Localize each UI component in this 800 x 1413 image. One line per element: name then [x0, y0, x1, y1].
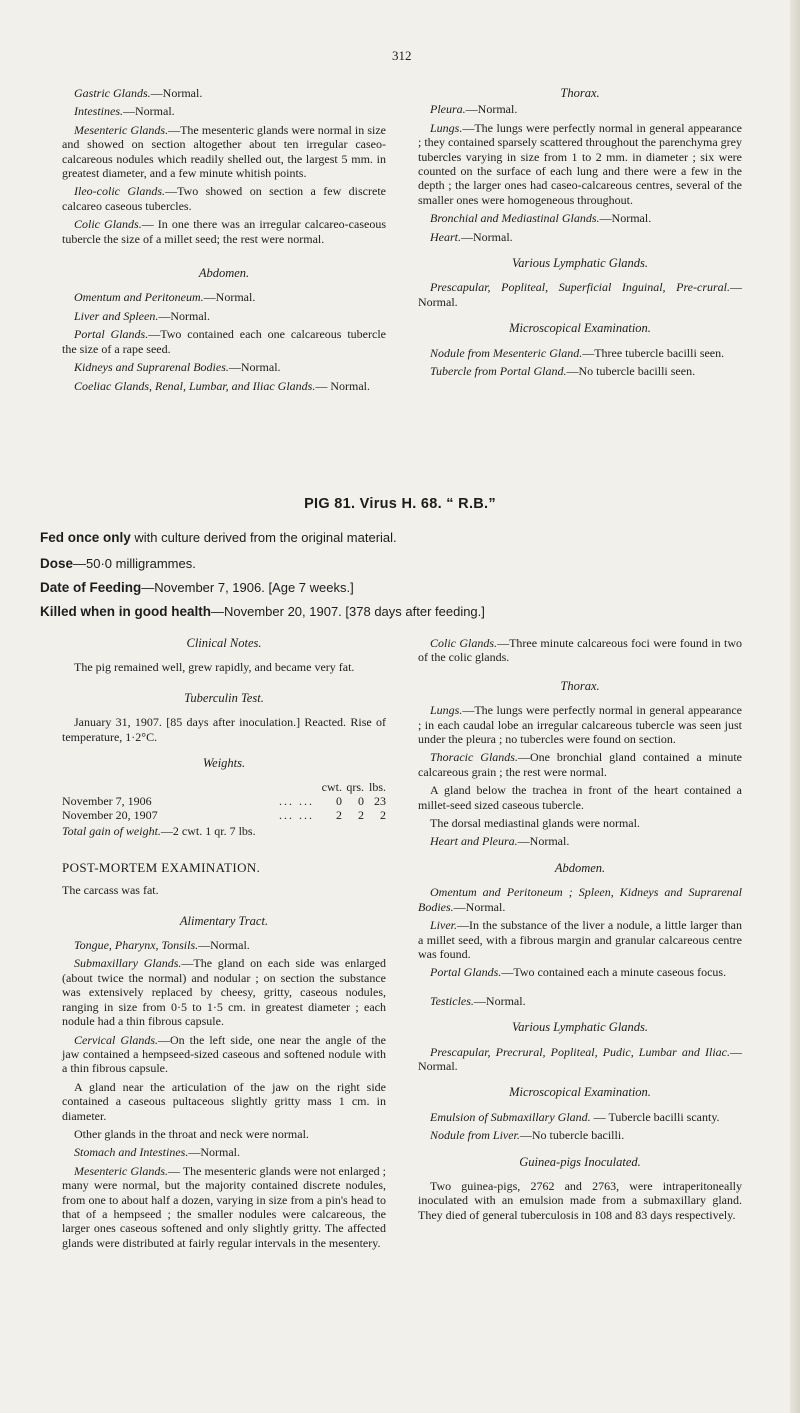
entry-text: —Normal.: [123, 104, 175, 119]
entry-heading: Nodule from Mesenteric Gland.: [430, 345, 583, 360]
entry-text: —Three tubercle bacilli seen.: [582, 345, 725, 360]
weight-qrs: 2: [358, 808, 364, 823]
entry-paragraph: [418, 834, 742, 848]
fed-text: with culture derived from the original material.: [130, 530, 397, 545]
entry-text: —Normal.: [461, 229, 513, 244]
entry-text: —Normal.: [599, 211, 652, 226]
date-text: —November 7, 1906. [Age 7 weeks.]: [141, 580, 354, 595]
entry-heading: Mesenteric Glands.: [74, 122, 169, 137]
entry-paragraph: [62, 1080, 386, 1123]
entry-heading: Lungs.: [430, 703, 463, 718]
entry-paragraph: [62, 217, 386, 246]
total-gain-text: —2 cwt. 1 qr. 7 lbs.: [160, 824, 256, 839]
fed-line: [40, 530, 760, 545]
microscopical-heading: Microscopical Examination.: [509, 321, 651, 336]
entry-text: —Normal.: [228, 360, 281, 375]
entry-paragraph: [418, 1045, 742, 1074]
entry-paragraph: [418, 750, 742, 779]
entry-heading: Intestines.: [74, 104, 123, 119]
entry-text: —The mesenteric glands were normal in size and showed on section altogether about ten irregular caseo-calcareous nodules which readily shelled out, the largest 5 mm. in greatest diameter, and a few minute whitish points.: [62, 122, 386, 181]
bottom-left-column: [62, 636, 386, 1254]
entry-text: The dorsal mediastinal glands were normal.: [430, 816, 640, 831]
entry-heading: Mesenteric Glands.: [74, 1163, 169, 1178]
entry-heading: Stomach and Intestines.: [74, 1145, 189, 1160]
entry-paragraph: [418, 965, 742, 979]
entry-paragraph: [62, 360, 386, 374]
entry-text: —In the substance of the liver a nodule, a little larger than a millet seed, with a fibrous margin and granular calcareous centre was found.: [418, 918, 742, 961]
entry-heading: Cervical Glands.: [74, 1032, 158, 1047]
weights-row: [62, 808, 386, 822]
entry-heading: Portal Glands.: [430, 965, 502, 980]
entry-text: A gland below the trachea in front of the heart contained a millet-seed sized caseous tubercle.: [418, 783, 742, 812]
tuberculin-heading: Tuberculin Test.: [184, 690, 264, 705]
guinea-text: Two guinea-pigs, 2762 and 2763, were intraperitoneally inoculated with an emulsion made from a submaxillary gland. They died of general tuberculosis in 108 and 83 days respectively.: [418, 1178, 742, 1222]
clinical-heading: Clinical Notes.: [186, 636, 262, 650]
killed-text: —November 20, 1907. [378 days after feeding.]: [211, 604, 485, 619]
entry-text: — In one there was an irregular calcareo-caseous tubercle the size of a millet seed; the rest were normal.: [62, 217, 386, 246]
entry-paragraph: [62, 379, 386, 393]
bottom-right-column: [418, 636, 742, 1226]
entry-heading: Coeliac Glands, Renal, Lumbar, and Iliac Glands.: [74, 378, 316, 393]
right-micro-heading: Microscopical Examination.: [509, 1085, 651, 1100]
right-lymph-entries: [418, 1045, 742, 1074]
entry-text: —No tubercle bacilli.: [519, 1128, 625, 1143]
testicles-head: Testicles.: [430, 993, 474, 1008]
entry-paragraph: [62, 938, 386, 952]
entry-heading: Pleura.: [430, 102, 466, 117]
killed-line: [40, 604, 760, 619]
entry-paragraph: [62, 309, 386, 323]
entry-heading: Liver and Spleen.: [74, 308, 159, 323]
clinical-text: The pig remained well, grew rapidly, and became very fat.: [74, 660, 355, 675]
colic-head: Colic Glands.: [430, 636, 498, 650]
right-abdomen-heading: Abdomen.: [554, 860, 606, 875]
date-line: [40, 580, 760, 595]
entry-paragraph: [62, 1145, 386, 1159]
entry-paragraph: [418, 918, 742, 961]
entry-heading: Heart.: [430, 229, 461, 244]
page-number: 312: [392, 48, 412, 63]
top-right-thorax-entries: [418, 102, 742, 244]
entry-heading: Kidneys and Suprarenal Bodies.: [74, 360, 229, 375]
entry-text: — Normal.: [315, 378, 370, 393]
entry-paragraph: [418, 885, 742, 914]
entry-text: —Normal.: [453, 899, 506, 914]
entry-paragraph: [62, 86, 386, 100]
entry-paragraph: [62, 290, 386, 304]
right-thorax-entries: [418, 703, 742, 849]
entry-text: —Two contained each one calcareous tubercle the size of a rape seed.: [62, 327, 386, 356]
page-edge: [790, 0, 800, 1413]
entry-heading: Ileo-colic Glands.: [74, 184, 166, 199]
carcass-text: The carcass was fat.: [62, 883, 159, 898]
weights-units-row: [62, 780, 386, 794]
entry-heading: Omentum and Peritoneum.: [74, 290, 204, 305]
entry-heading: Omentum and Peritoneum ; Spleen, Kidneys and Suprarenal Bodies.: [418, 885, 742, 914]
entry-text: —One bronchial gland contained a minute calcareous grain ; the rest were normal.: [418, 750, 742, 779]
entry-heading: Tongue, Pharynx, Tonsils.: [74, 938, 199, 953]
guinea-heading: Guinea-pigs Inoculated.: [519, 1154, 641, 1169]
entry-paragraph: [62, 1033, 386, 1076]
entry-text: —Normal.: [188, 1145, 240, 1160]
top-left-abdomen-entries: [62, 290, 386, 392]
top-right-column: [418, 86, 742, 383]
entry-text: —The lungs were perfectly normal in general appearance ; in each caudal lobe an irregular calcareous tubercle was seen just under the pleura ; no tubercles were found on section.: [418, 703, 742, 747]
date-label: Date of Feeding: [40, 580, 142, 595]
entry-paragraph: [62, 123, 386, 181]
testicles: [418, 994, 742, 1008]
dose-label: Dose: [40, 556, 74, 571]
entry-paragraph: [62, 184, 386, 213]
weights-table: [62, 780, 386, 822]
entry-text: — The mesenteric glands were not enlarged ; many were normal, but the majority contained discrete nodules, from one to about half a dozen, varying in size from a pin's head to that of a hempseed ; the smaller nodules were calcareous, the larger ones caseous softened and only slightly gritty. The affected glands were distributed at fairly regular intervals in the mesentery.: [62, 1163, 386, 1250]
entry-heading: Submaxillary Glands.: [74, 956, 182, 971]
entry-text: — Tubercle bacilli scanty.: [590, 1109, 720, 1124]
weights-row: [62, 794, 386, 808]
weight-lbs: 23: [374, 794, 386, 809]
entry-text: A gland near the articulation of the jaw on the right side contained a caseous pultaceous slightly gritty mass 1 cm. in diameter.: [62, 1079, 386, 1123]
right-lymph-heading: Various Lymphatic Glands.: [511, 1020, 649, 1035]
entry-heading: Emulsion of Submaxillary Gland.: [430, 1109, 591, 1124]
testicles-text: —Normal.: [473, 993, 526, 1008]
entry-heading: Gastric Glands.: [74, 86, 151, 100]
entry-paragraph: [418, 102, 742, 116]
entry-paragraph: [418, 121, 742, 207]
entry-heading: Bronchial and Mediastinal Glands.: [430, 211, 600, 226]
entry-paragraph: [62, 956, 386, 1028]
weight-lbs: 2: [380, 808, 386, 823]
entry-paragraph: [418, 230, 742, 244]
abdomen-heading: Abdomen.: [198, 266, 250, 281]
weight-cwt: 2: [336, 808, 342, 823]
top-right-micro-entries: [418, 346, 742, 379]
thorax-heading: Thorax.: [560, 86, 600, 100]
entry-heading: Prescapular, Popliteal, Superficial Inguinal, Pre-crural.: [430, 280, 730, 295]
entry-text: —Two showed on section a few discrete calcareo caseous tubercles.: [62, 184, 386, 213]
entry-text: —On the left side, one near the angle of the jaw contained a hempseed-sized caseous and softened nodule with a thin fibrous capsule.: [62, 1032, 386, 1076]
top-left-entries: [62, 86, 386, 246]
weights-heading: Weights.: [202, 756, 246, 771]
entry-text: —No tubercle bacilli seen.: [566, 364, 696, 379]
entry-paragraph: [418, 1128, 742, 1142]
fed-label: Fed once only: [40, 530, 131, 545]
alimentary-entries: [62, 938, 386, 1250]
entry-heading: Tubercle from Portal Gland.: [430, 364, 567, 379]
entry-text: —The lungs were perfectly normal in general appearance ; they contained sparsely scattered throughout the parenchyma grey tubercles varying in size from 1 to 2 mm. in diameter ; six were counted on the surface of each lung and there were a few in the depth ; the larger ones had caseo-calcareous centres, several of the smaller ones were homogeneous throughout.: [418, 120, 742, 207]
total-gain: [62, 824, 386, 838]
killed-label: Killed when in good health: [40, 604, 211, 619]
right-micro-entries: [418, 1110, 742, 1143]
lymphatic-heading: Various Lymphatic Glands.: [511, 256, 649, 271]
entry-text: —Normal.: [203, 290, 256, 305]
unit-cwt: cwt.: [321, 780, 342, 795]
postmortem-heading: POST-MORTEM EXAMINATION.: [62, 859, 261, 875]
weight-qrs: 0: [358, 794, 364, 809]
entry-paragraph: [418, 703, 742, 746]
weight-cwt: 0: [336, 794, 342, 809]
alimentary-heading: Alimentary Tract.: [179, 913, 269, 928]
weight-date: November 7, 1906: [62, 794, 152, 809]
entry-heading: Thoracic Glands.: [430, 750, 518, 765]
entry-paragraph: [418, 816, 742, 830]
entry-paragraph: [418, 211, 742, 225]
case-title: PIG 81. Virus H. 68. “ R.B.”: [304, 496, 496, 512]
entry-heading: Portal Glands.: [74, 327, 149, 342]
entry-text: —Normal.: [418, 280, 742, 309]
entry-paragraph: [418, 280, 742, 309]
entry-heading: Prescapular, Precrural, Popliteal, Pudic, Lumbar and Iliac.: [430, 1044, 730, 1059]
colic-text: —Three minute calcareous foci were found in two of the colic glands.: [418, 636, 742, 665]
entry-heading: Colic Glands.: [74, 217, 142, 232]
unit-lbs: lbs.: [368, 780, 386, 795]
entry-paragraph: [62, 327, 386, 356]
entry-heading: Lungs.: [430, 120, 463, 135]
weight-date: November 20, 1907: [62, 808, 158, 823]
entry-text: —Two contained each a minute caseous focus.: [501, 965, 727, 980]
top-right-lymph-entries: [418, 280, 742, 309]
colic-glands: [418, 636, 742, 665]
entry-text: —The gland on each side was enlarged (about twice the normal) and nodular ; on section the substance was extensively replaced by cheesy, gritty, caseous nodules, ranging in size from 0·5 to 1·5 cm. in greatest diameter ; each nodule had a thin fibrous capsule.: [62, 956, 386, 1029]
entry-text: —Normal.: [465, 102, 518, 117]
entry-text: Other glands in the throat and neck were normal.: [74, 1126, 309, 1141]
total-gain-head: Total gain of weight.: [62, 824, 161, 839]
entry-heading: Heart and Pleura.: [430, 834, 518, 849]
top-left-column: [62, 86, 386, 397]
entry-paragraph: [418, 364, 742, 378]
entry-text: —Normal.: [150, 86, 203, 100]
dose-text: —50·0 milligrammes.: [73, 556, 196, 571]
entry-paragraph: [62, 1164, 386, 1250]
entry-text: —Normal.: [517, 834, 570, 849]
tuberculin-text: January 31, 1907. [85 days after inoculation.] Reacted. Rise of temperature, 1·2°C.: [62, 715, 386, 744]
entry-text: —Normal.: [158, 308, 210, 323]
entry-paragraph: [62, 1127, 386, 1141]
leader-dots: ... ...: [279, 808, 314, 823]
dose-line: [40, 556, 760, 571]
entry-heading: Liver.: [430, 918, 457, 933]
entry-paragraph: [418, 1110, 742, 1124]
unit-qrs: qrs.: [346, 780, 364, 795]
entry-text: —Normal.: [418, 1044, 742, 1073]
entry-paragraph: [62, 104, 386, 118]
entry-text: —Normal.: [198, 938, 250, 953]
entry-paragraph: [418, 346, 742, 360]
entry-paragraph: [418, 783, 742, 812]
entry-heading: Nodule from Liver.: [430, 1128, 520, 1143]
right-thorax-heading: Thorax.: [560, 678, 600, 693]
right-abdomen-entries: [418, 885, 742, 979]
leader-dots: ... ...: [279, 794, 314, 809]
